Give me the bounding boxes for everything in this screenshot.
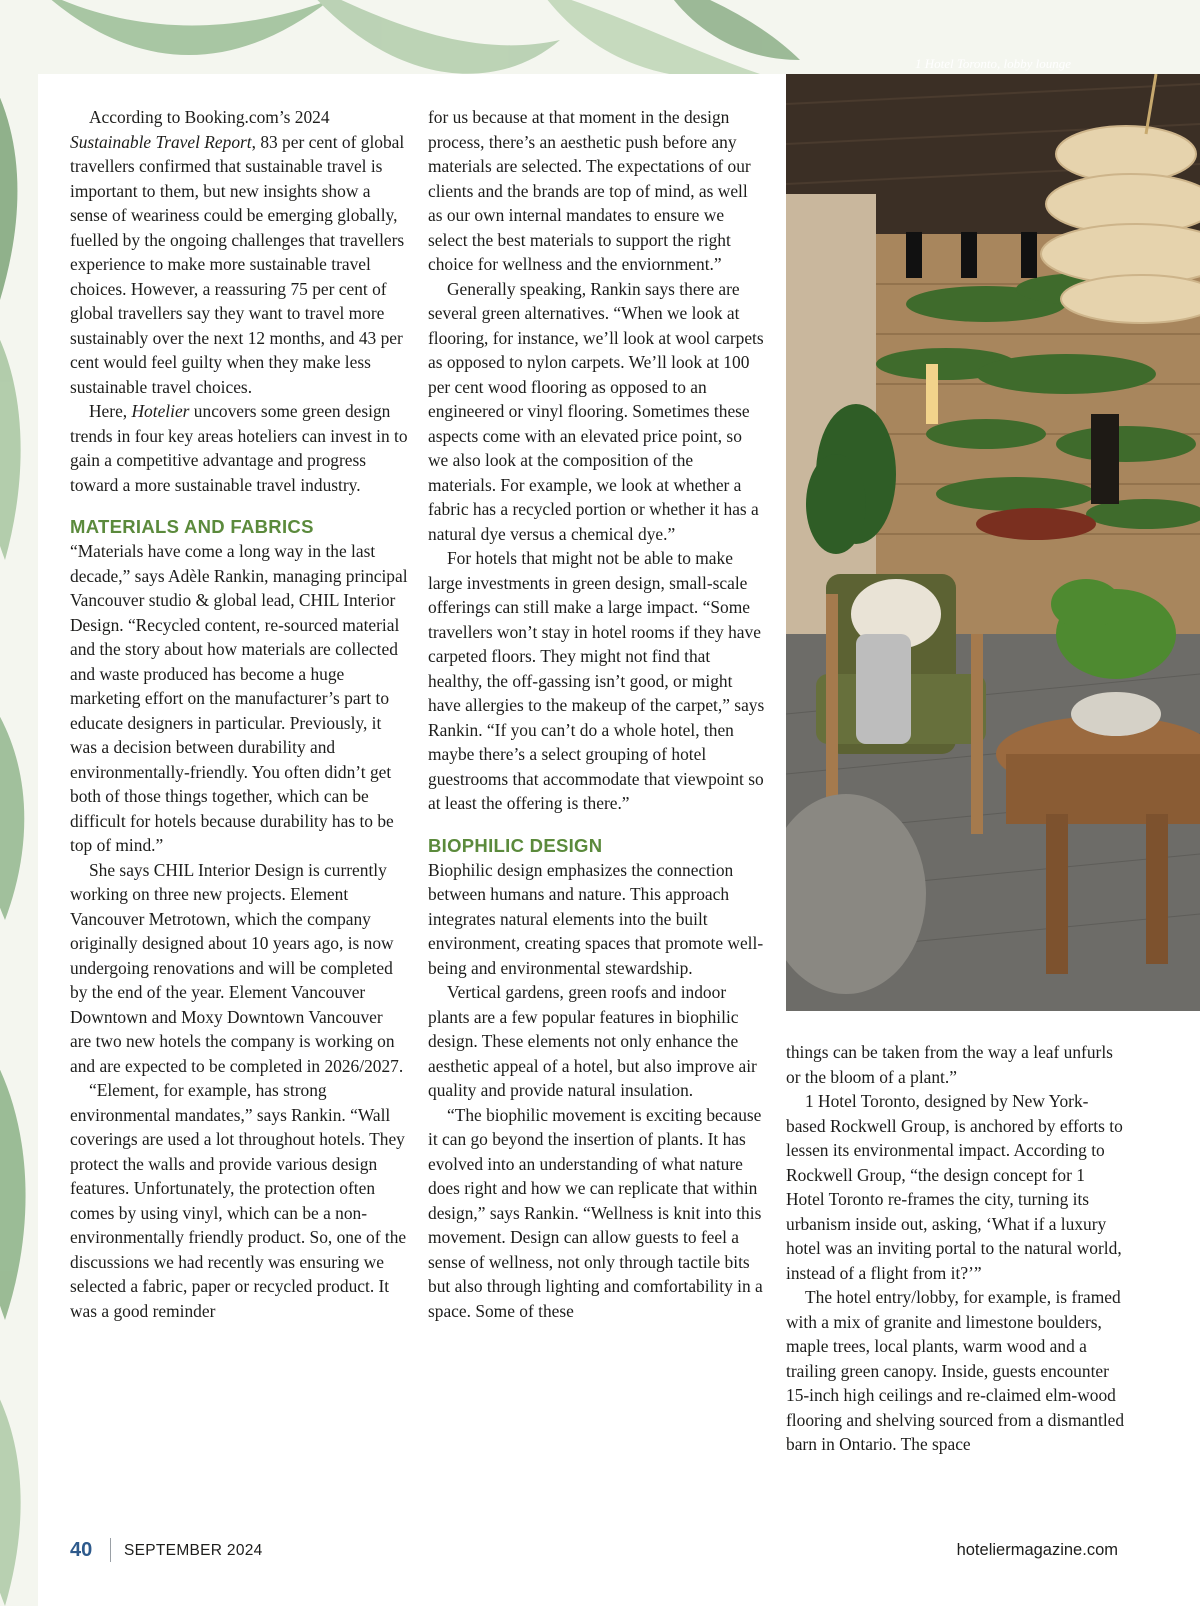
paragraph: She says CHIL Interior Design is currently working on three new projects. Element Vancouver Metrotown, which the company originally designed about 10 years ago, is now undergoing renovations and will be completed by the end of the year. Element Vancouver Downtown and Moxy Downtown Vancouver are two new hotels the company is working on and are expected to be completed in 2026/2027. (70, 859, 404, 1076)
section-heading-materials: MATERIALS AND FABRICS (70, 516, 314, 537)
footer-divider (110, 1538, 111, 1562)
paragraph: According to Booking.com’s 2024 Sustainable Travel Report, 83 per cent of global travellers confirmed that sustainable travel is important to them, but new insights show a sense of weariness could be emerging globally, fuelled by the ongoing challenges that travellers experience to make more sustainable travel choices. However, a reassuring 75 per cent of global travellers say they want to travel more sustainably over the next 12 months, and 43 per cent would feel guilty when they make less sustainable travel choices. (70, 107, 405, 397)
article-column-2 (428, 105, 765, 1323)
paragraph: Biophilic design emphasizes the connection between humans and nature. This approach integrates natural elements into the built environment, creating spaces that promote well-being and environmental stewardship. (428, 859, 764, 978)
paragraph: 1 Hotel Toronto, designed by New York-based Rockwell Group, is anchored by efforts to lessen its environmental impact. According to Rockwell Group, “the design concept for 1 Hotel Toronto re-frames the city, turning its urbanism inside out, asking, ‘What if a luxury hotel was an inviting portal to the natural world, instead of a flight from it?’” (786, 1091, 1123, 1283)
lobby-lounge-illustration (786, 74, 1200, 1011)
paragraph: “The biophilic movement is exciting because it can go beyond the insertion of plants. It has evolved into an understanding of what nature does right and how we can replicate that within design,” says Rankin. “Wellness is knit into this movement. Design can allow guests to feel a sense of wellness, not only through tactile bits but also through lighting and comfortability in a space. Some of these (428, 1104, 763, 1321)
issue-date: SEPTEMBER 2024 (124, 1542, 263, 1559)
article-column-3 (786, 1040, 1126, 1457)
paragraph: The hotel entry/lobby, for example, is framed with a mix of granite and limestone boulders, maple trees, local plants, warm wood and a trailing green canopy. Inside, guests encounter 15-inch high ceilings and re-claimed elm-wood flooring and shelving sourced from a dismantled barn in Ontario. The space (786, 1287, 1125, 1454)
paragraph: for us because at that moment in the design process, there’s an aesthetic push before any materials are selected. The expectations of our clients and the brands are top of mind, as well as our own internal mandates to ensure we select the best materials to support the right choice for wellness and the enviornment.” (428, 107, 751, 274)
paragraph: Here, Hotelier uncovers some green design trends in four key areas hoteliers can invest in to gain a competitive advantage and progress toward a more sustainable travel industry. (70, 401, 408, 495)
page-number: 40 (70, 1539, 93, 1561)
article-column-1 (70, 105, 408, 1323)
section-heading-biophilic: BIOPHILIC DESIGN (428, 834, 603, 856)
website-link[interactable]: hoteliermagazine.com (956, 1541, 1118, 1559)
lobby-lounge-photo (786, 74, 1200, 1011)
paragraph: Vertical gardens, green roofs and indoor plants are a few popular features in biophilic design. These elements not only enhance the aesthetic appeal of a hotel, but also improve air quality and provide natural insulation. (428, 982, 757, 1100)
paragraph: things can be taken from the way a leaf unfurls or the bloom of a plant.” (786, 1042, 1113, 1087)
photo-caption: 1 Hotel Toronto, lobby lounge (914, 56, 1072, 71)
paragraph: Generally speaking, Rankin says there are several green alternatives. “When we look at flooring, for instance, we’ll look at wool carpets as opposed to nylon carpets. We’ll look at 100 per cent wood flooring as opposed to an engineered or vinyl flooring. Sometimes these aspects come with an elevated price point, so we also look at the composition of the materials. For example, we look at whether a fabric has a recycled portion or whether it has a natural dye versus a chemical dye.” (428, 278, 764, 544)
paragraph: “Materials have come a long way in the last decade,” says Adèle Rankin, managing principal Vancouver studio & global lead, CHIL Interior Design. “Recycled content, re-sourced material and the story about how materials are collected and waste produced has become a huge marketing effort on the manufacturer’s part to educate designers in particular. Previously, it was a decision between durability and environmentally-friendly. You often didn’t get both of those things together, which can be difficult for hotels because durability has to be top of mind.” (70, 541, 408, 855)
paragraph: For hotels that might not be able to make large investments in green design, small-scale offerings can still make a large impact. “Some travellers won’t stay in hotel rooms if they have carpeted floors. They might not find that healthy, the off-gassing isn’t good, or might have allergies to the makeup of the carpet,” says Rankin. “If you can’t do a whole hotel, then maybe there’s a select grouping of hotel guestrooms that accommodate that viewpoint so at least the offering is there.” (428, 548, 765, 813)
paragraph: “Element, for example, has strong environmental mandates,” says Rankin. “Wall coverings are used a lot throughout hotels. They protect the walls and provide various design features. Unfortunately, the protection often comes by using vinyl, which can be a non-environmentally friendly product. So, one of the discussions we had recently was ensuring we selected a fabric, paper or recycled product. It was a good reminder (70, 1080, 407, 1321)
